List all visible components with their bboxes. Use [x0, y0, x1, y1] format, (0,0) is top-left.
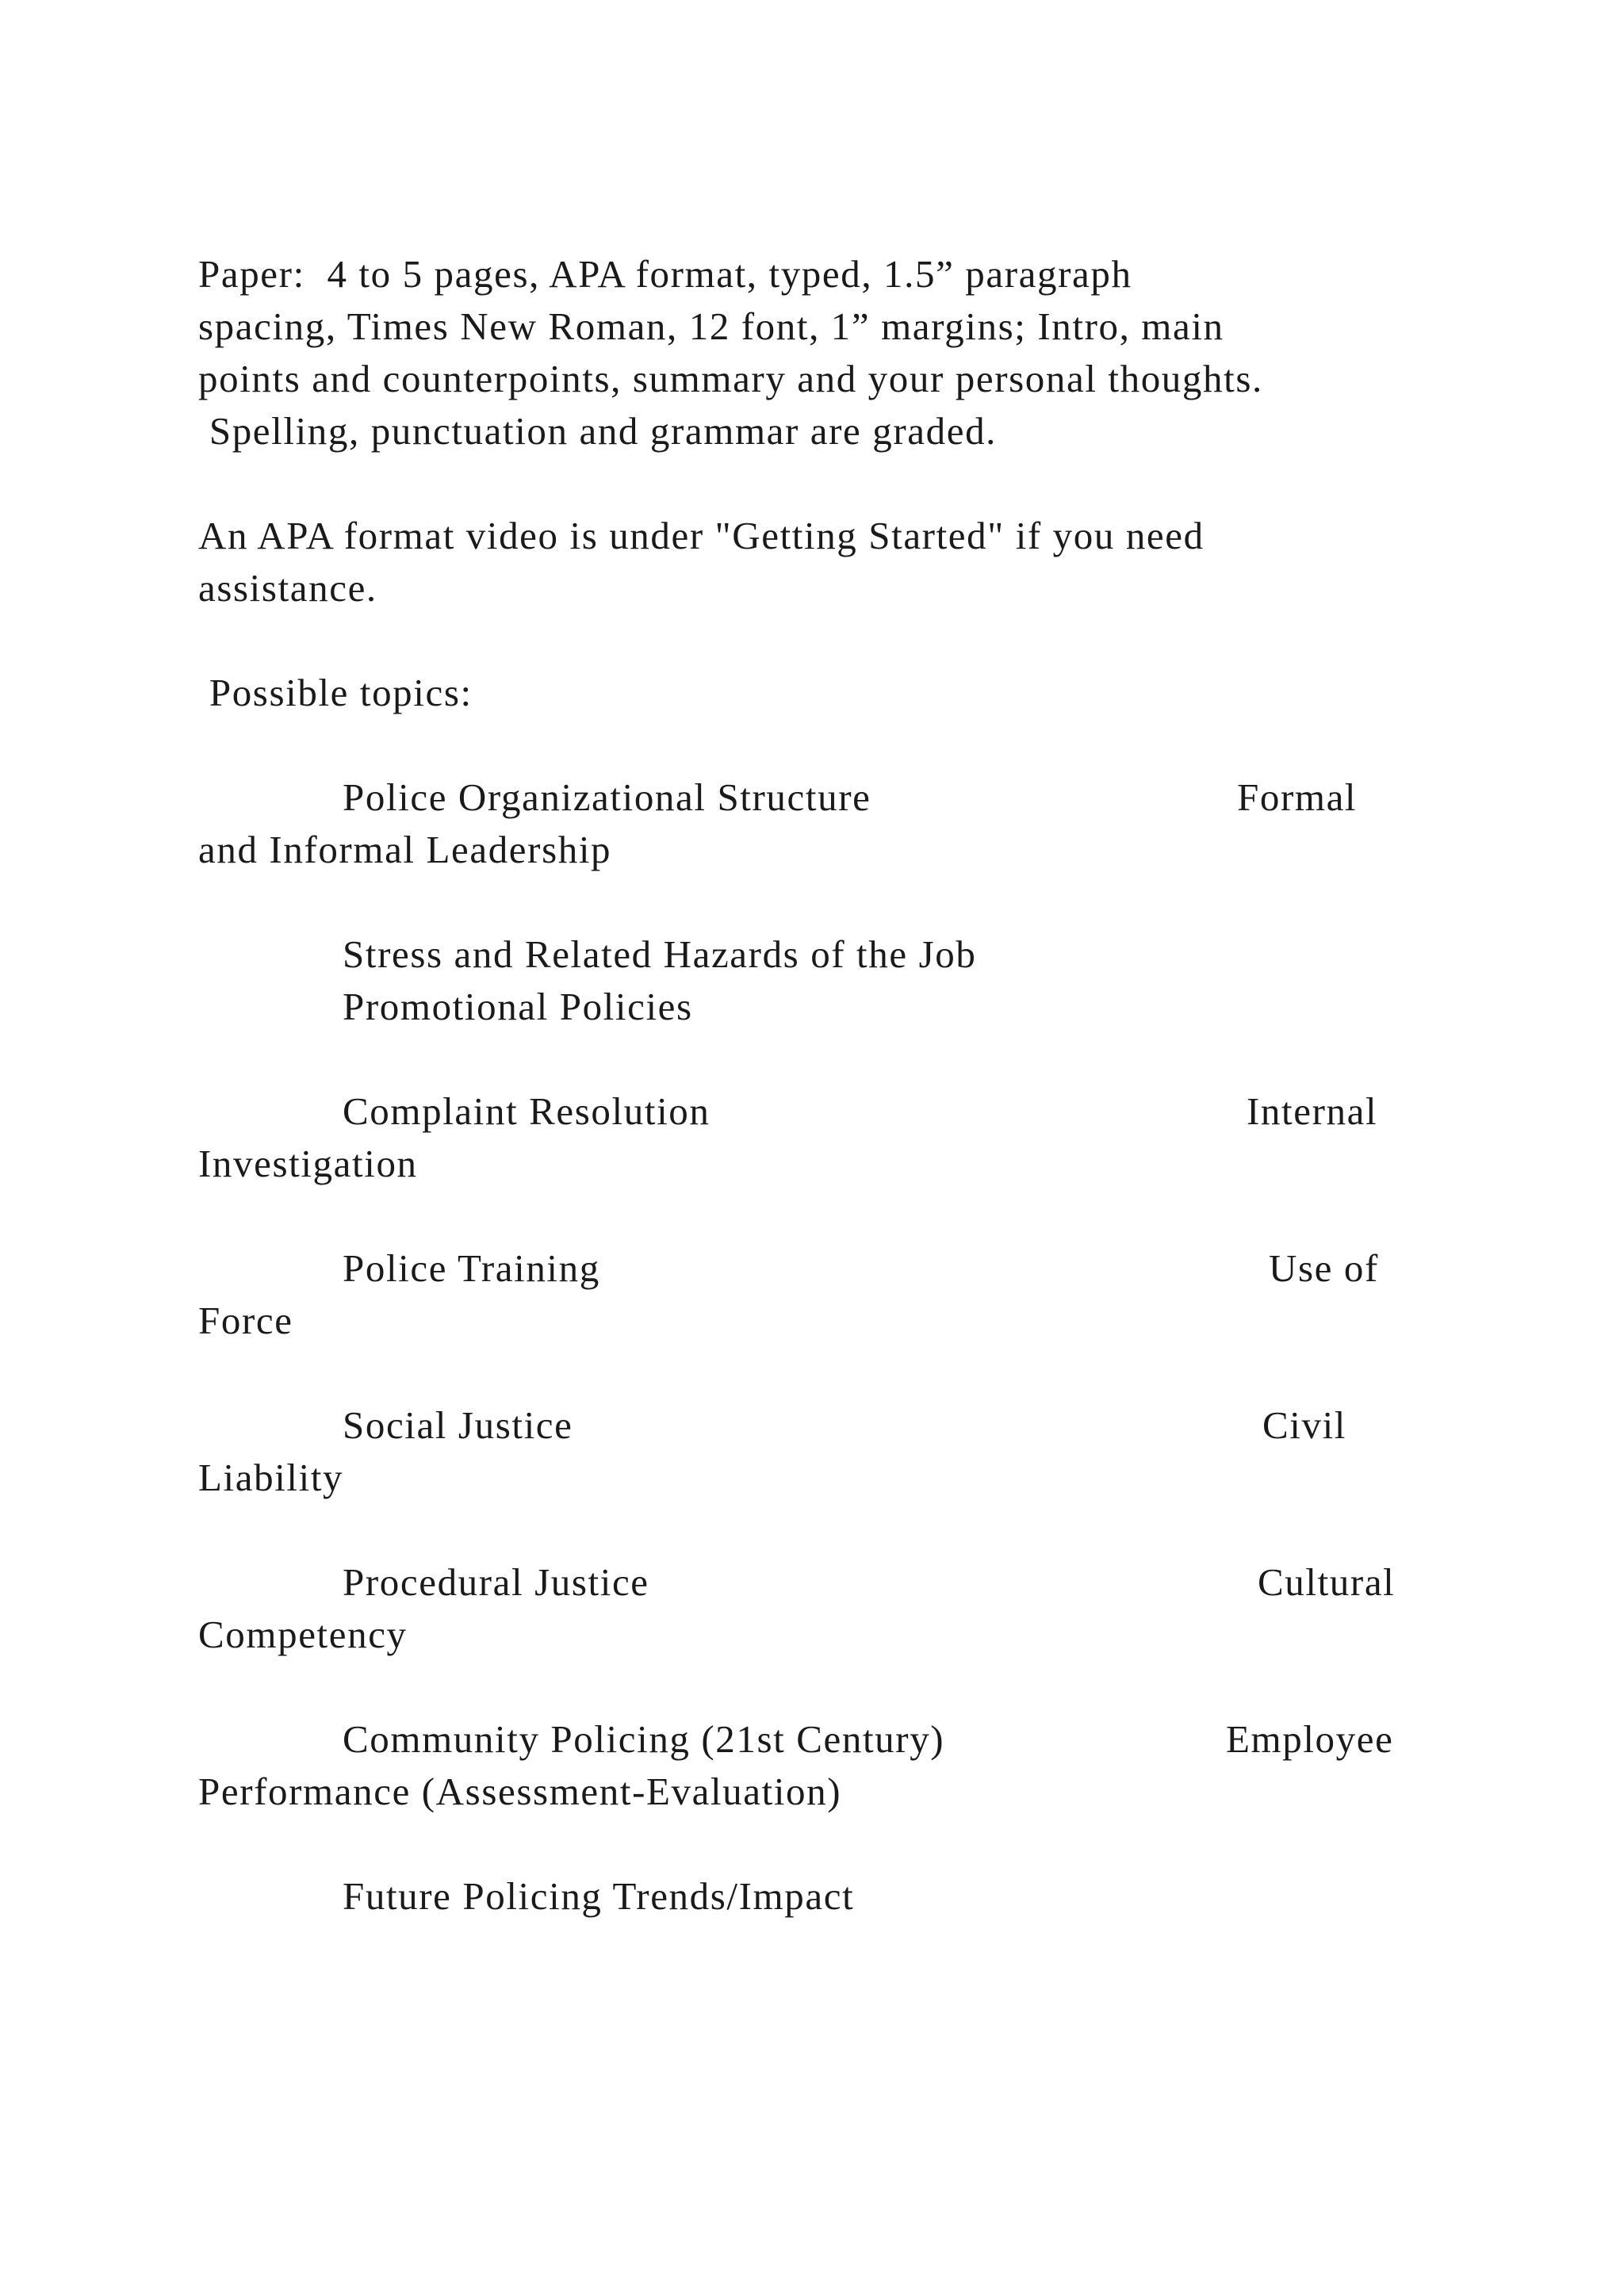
topic-cultural-continuation: Competency — [198, 1613, 408, 1656]
topic-civil-continuation: Liability — [198, 1456, 344, 1499]
topic-procedural-justice: Procedural Justice — [343, 1560, 649, 1604]
topic-police-organizational-structure: Police Organizational Structure — [343, 775, 871, 819]
requirements-line-4: Spelling, punctuation and grammar are graded. — [198, 409, 998, 453]
video-note-line-2: assistance. — [198, 566, 377, 610]
topic-complaint-resolution: Complaint Resolution — [343, 1089, 710, 1133]
topic-civil: Civil — [1262, 1403, 1347, 1447]
topic-police-training: Police Training — [343, 1246, 600, 1290]
topic-use-of: Use of — [1269, 1246, 1379, 1290]
topic-internal: Internal — [1247, 1089, 1378, 1133]
topic-formal-continuation: and Informal Leadership — [198, 828, 612, 871]
topic-future-policing-trends: Future Policing Trends/Impact — [343, 1874, 855, 1918]
topic-stress-hazards: Stress and Related Hazards of the Job — [343, 932, 977, 976]
topic-internal-continuation: Investigation — [198, 1142, 418, 1185]
topic-cultural: Cultural — [1258, 1560, 1396, 1604]
video-note-line-1: An APA format video is under "Getting Started" if you need — [198, 514, 1205, 557]
topic-use-of-continuation: Force — [198, 1299, 293, 1342]
topic-employee-continuation: Performance (Assessment-Evaluation) — [198, 1770, 842, 1813]
requirements-line-1: Paper: 4 to 5 pages, APA format, typed, 1.5” paragraph — [198, 252, 1132, 296]
topic-employee: Employee — [1226, 1717, 1394, 1761]
topic-social-justice: Social Justice — [343, 1403, 573, 1447]
topic-formal: Formal — [1237, 775, 1358, 819]
requirements-line-2: spacing, Times New Roman, 12 font, 1” margins; Intro, main — [198, 304, 1224, 348]
topic-promotional-policies: Promotional Policies — [343, 985, 693, 1028]
topics-heading: Possible topics: — [198, 671, 473, 714]
requirements-line-3: points and counterpoints, summary and your personal thoughts. — [198, 357, 1263, 400]
topic-community-policing: Community Policing (21st Century) — [343, 1717, 945, 1761]
